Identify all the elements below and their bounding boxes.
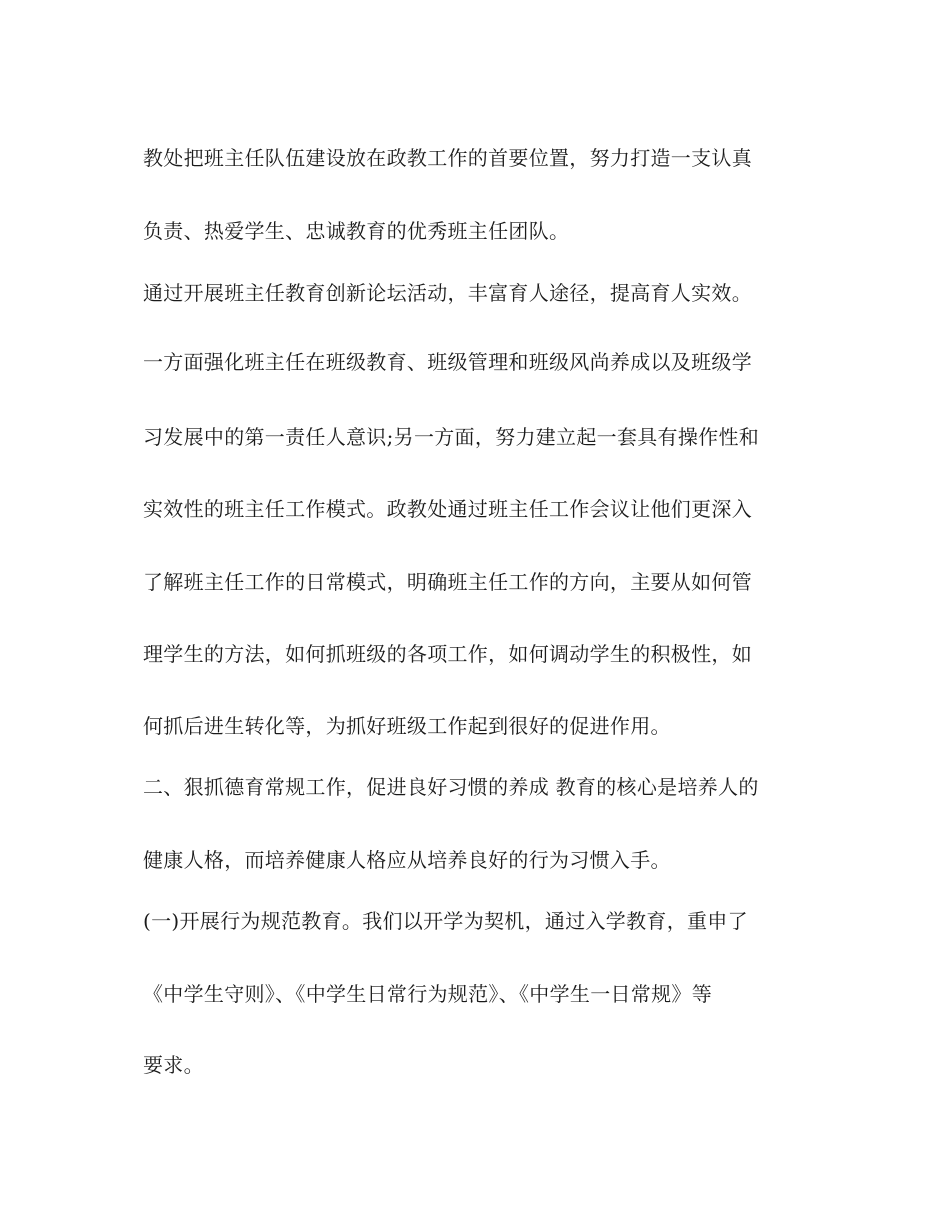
text-line: (一)开展行为规范教育。我们以开学为契机，通过入学教育，重申了	[143, 909, 748, 933]
text-line: 《中学生守则》、《中学生日常行为规范》、《中学生一日常规》等	[143, 982, 712, 1006]
text-line: 习发展中的第一责任人意识;另一方面，努力建立起一套具有操作性和	[143, 425, 760, 449]
text-line: 理学生的方法，如何抓班级的各项工作，如何调动学生的积极性，如	[143, 642, 752, 666]
text-line: 通过开展班主任教育创新论坛活动，丰富育人途径，提高育人实效。	[143, 281, 752, 305]
text-line: 要求。	[143, 1053, 204, 1077]
text-line: 了解班主任工作的日常模式，明确班主任工作的方向，主要从如何管	[143, 570, 752, 594]
text-line: 健康人格，而培养健康人格应从培养良好的行为习惯入手。	[143, 848, 671, 872]
text-line: 实效性的班主任工作模式。政教处通过班主任工作会议让他们更深入	[143, 497, 752, 521]
text-line: 二、狠抓德育常规工作，促进良好习惯的养成 教育的核心是培养人的	[143, 775, 759, 799]
text-line: 负责、热爱学生、忠诚教育的优秀班主任团队。	[143, 219, 570, 243]
text-line: 何抓后进生转化等，为抓好班级工作起到很好的促进作用。	[143, 714, 671, 738]
text-line: 一方面强化班主任在班级教育、班级管理和班级风尚养成以及班级学	[143, 350, 752, 374]
text-line: 教处把班主任队伍建设放在政教工作的首要位置，努力打造一支认真	[143, 146, 752, 170]
